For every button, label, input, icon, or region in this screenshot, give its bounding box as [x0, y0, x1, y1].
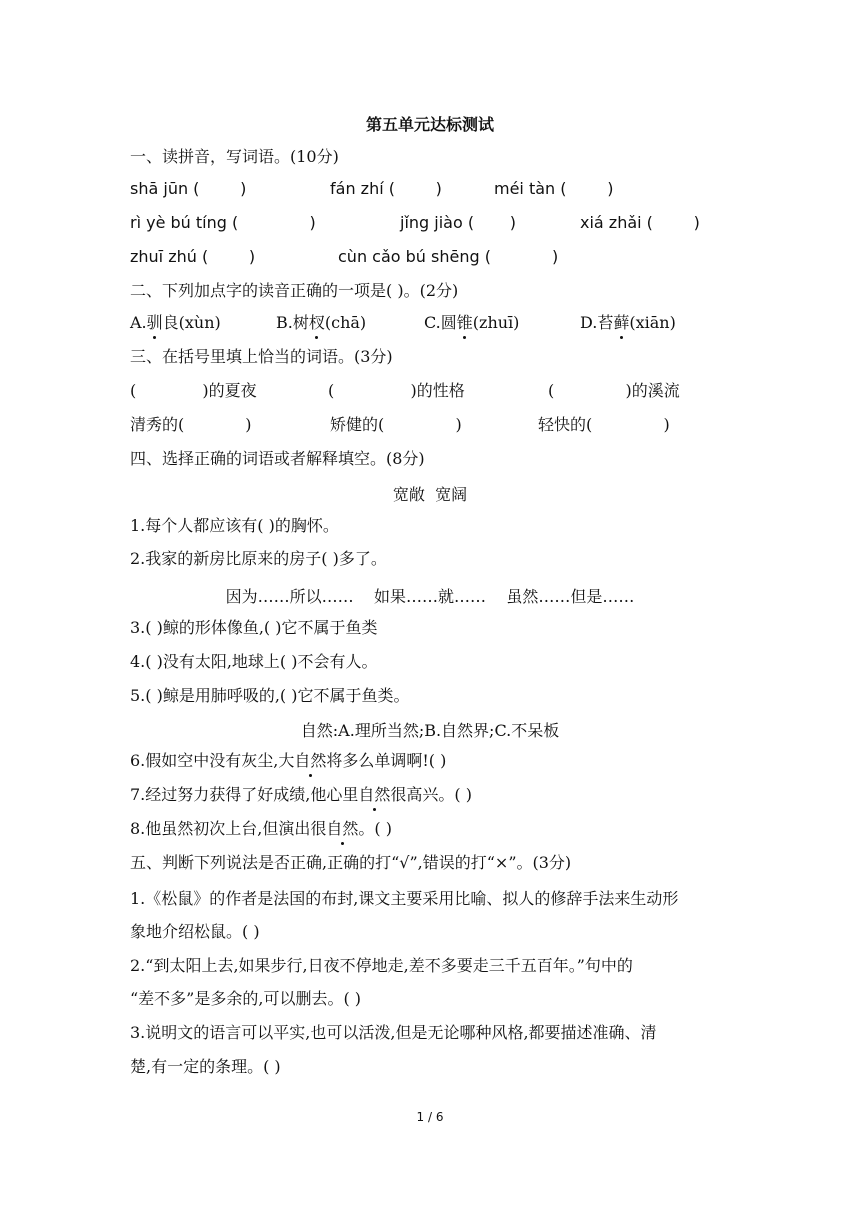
- q1-item: fán zhí ( ): [330, 179, 442, 198]
- q4-sentence: 3.( )鲸的形体像鱼,( )它不属于鱼类: [130, 618, 378, 637]
- q1-item: méi tàn ( ): [494, 179, 614, 198]
- q1-item: cùn cǎo bú shēng ( ): [338, 247, 559, 266]
- q4-sentence: 1.每个人都应该有( )的胸怀。: [130, 516, 339, 535]
- q1-item: rì yè bú tíng ( ): [130, 213, 316, 232]
- q4-heading: 四、选择正确的词语或者解释填空。(8分): [130, 449, 425, 468]
- q5-statement: 1.《松鼠》的作者是法国的布封,课文主要采用比喻、拟人的修辞手法来生动形: [130, 889, 679, 908]
- q4-sentence: 8.他虽然初次上台,但演出很自然。( ): [130, 819, 392, 838]
- page-number: 1 / 6: [416, 1110, 444, 1124]
- q1-item: jǐng jiào ( ): [400, 213, 516, 232]
- q4-conjunction-options: 因为……所以…… 如果……就…… 虽然……但是……: [225, 587, 635, 606]
- q1-item: shā jūn ( ): [130, 179, 247, 198]
- q4-meaning-options: 自然:A.理所当然;B.自然界;C.不呆板: [300, 721, 560, 740]
- q4-sentence: 5.( )鲸是用肺呼吸的,( )它不属于鱼类。: [130, 686, 410, 705]
- q4-sentence: 7.经过努力获得了好成绩,他心里自然很高兴。( ): [130, 785, 472, 804]
- q1-heading: 一、读拼音，写词语。(10分): [130, 147, 339, 166]
- q4-sentence: 6.假如空中没有灰尘,大自然将多么单调啊!( ): [130, 751, 447, 770]
- q3-blank: 矫健的( ): [330, 415, 462, 434]
- q2-option-d: D.苔藓(xiān): [580, 313, 676, 332]
- q1-item: zhuī zhú ( ): [130, 247, 256, 266]
- q5-statement: 3.说明文的语言可以平实,也可以活泼,但是无论哪种风格,都要描述准确、清: [130, 1023, 657, 1042]
- q5-heading: 五、判断下列说法是否正确,正确的打“√”,错误的打“×”。(3分): [130, 853, 572, 872]
- q5-statement: 2.“到太阳上去,如果步行,日夜不停地走,差不多要走三千五百年。”句中的: [130, 956, 633, 975]
- q2-option-b: B.树杈(chā): [276, 313, 367, 332]
- page-title: 第五单元达标测试: [365, 115, 494, 134]
- q3-heading: 三、在括号里填上恰当的词语。(3分): [130, 347, 393, 366]
- q3-blank: ( )的性格: [328, 381, 465, 400]
- q4-sentence: 2.我家的新房比原来的房子( )多了。: [130, 549, 387, 568]
- q2-option-a: A.驯良(xùn): [130, 313, 221, 332]
- q2-option-c: C.圆锥(zhuī): [424, 313, 520, 332]
- q3-blank: ( )的溪流: [548, 381, 680, 400]
- q4-sentence: 4.( )没有太阳,地球上( )不会有人。: [130, 652, 378, 671]
- q5-statement: “差不多”是多余的,可以删去。( ): [130, 989, 362, 1008]
- q5-statement: 象地介绍松鼠。( ): [130, 922, 260, 941]
- q4-word-options: 宽敞 宽阔: [392, 485, 468, 504]
- q2-heading: 二、下列加点字的读音正确的一项是( )。(2分): [130, 281, 459, 300]
- q1-item: xiá zhǎi ( ): [580, 213, 700, 232]
- q5-statement: 楚,有一定的条理。( ): [130, 1057, 281, 1076]
- q3-blank: 清秀的( ): [130, 415, 252, 434]
- q3-blank: ( )的夏夜: [130, 381, 257, 400]
- q3-blank: 轻快的( ): [538, 415, 670, 434]
